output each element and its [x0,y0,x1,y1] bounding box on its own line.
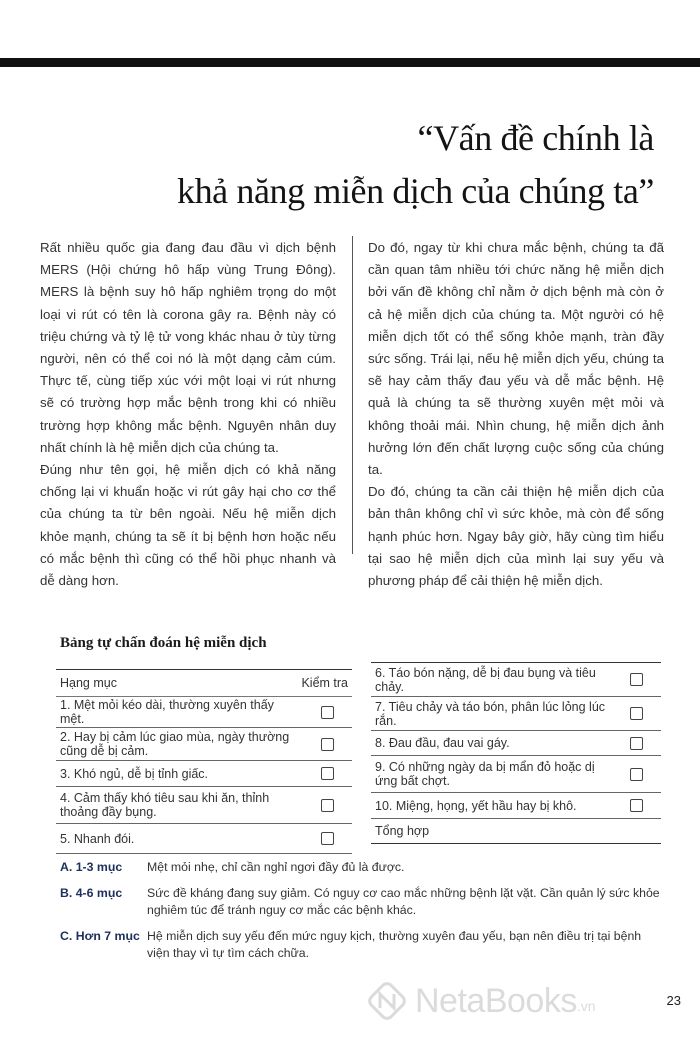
check-box[interactable] [321,738,334,751]
headline [94,112,654,218]
check-box[interactable] [630,737,643,750]
row-label: 1. Mệt mỏi kéo dài, thường xuyên thấy mệt. [60,698,274,726]
total-label: Tổng hợp [375,824,430,838]
checklist-table-right [371,662,661,844]
table-row [56,787,352,824]
legend-desc: Mệt mỏi nhẹ, chỉ cần nghỉ ngơi đầy đủ là được. [147,860,405,874]
row-label: 6. Táo bón nặng, dễ bị đau bụng và tiêu chảy. [375,665,596,694]
paragraph: Do đó, ngay từ khi chưa mắc bệnh, chúng ta đã cần quan tâm nhiều tới chức năng hệ miễn dịch bởi vấn đề không chỉ nằm ở dịch bệnh mà còn ở cả hệ miễn dịch của chúng ta. Một người có hệ miễn dịch tốt có thể sống khỏe mạnh, tràn đầy sức sống. Trái lại, nếu hệ miễn dịch yếu, chúng ta sẽ hay cảm thấy đau yếu và dễ mắc bệnh. Hệ quả là chúng ta sẽ thường xuyên mệt mỏi và không thoải mái. Nhìn chung, hệ miễn dịch ảnh hưởng lớn đến chất lượng cuộc sống của chúng ta. [368,240,664,478]
row-label: 4. Cảm thấy khó tiêu sau khi ăn, thỉnh thoảng đầy bụng. [60,791,270,819]
row-label: 9. Có những ngày da bị mẩn đỏ hoặc dị ứng bất chợt. [375,760,595,788]
column-header-check: Kiểm tra [301,676,348,690]
check-box[interactable] [630,799,643,812]
table-row [56,728,352,761]
table-row [371,731,661,756]
legend-desc: Hệ miễn dịch suy yếu đến mức nguy kịch, thường xuyên đau yếu, bạn nên điều trị tại bệnh viện thay vì tự tìm cách chữa. [147,929,642,960]
table-rule [371,843,661,844]
table-header [56,670,352,696]
score-legend [60,859,660,971]
check-box[interactable] [321,832,334,845]
table-row [371,756,661,793]
column-divider [352,236,353,554]
row-label: 2. Hay bị cảm lúc giao mùa, ngày thường cũng dễ bị cảm. [60,730,290,758]
table-title: Bảng tự chấn đoán hệ miễn dịch [60,635,267,651]
check-box[interactable] [630,768,643,781]
watermark-suffix: .vn [576,998,596,1014]
total-row [371,819,661,843]
check-box[interactable] [321,767,334,780]
row-label: 5. Nhanh đói. [60,831,135,846]
watermark-brand: NetaBooks [415,981,577,1020]
legend-item [60,859,660,876]
top-rule [0,58,700,67]
row-label: 3. Khó ngủ, dễ bị tỉnh giấc. [60,766,209,781]
check-box[interactable] [321,706,334,719]
legend-key: A. 1-3 mục [60,860,123,874]
page-number: 23 [666,993,681,1008]
table-row [371,697,661,731]
table-row [56,697,352,728]
paragraph: Đúng như tên gọi, hệ miễn dịch có khả năng chống lại vi khuẩn hoặc vi rút gây hại cho cơ thể của chúng ta từ bên ngoài. Nếu hệ miễn dịch khỏe mạnh, chúng ta sẽ ít bị bệnh hơn hoặc nếu có mắc bệnh thì cũng có thể hồi phục nhanh và dễ dàng hơn. [40,462,336,589]
legend-key: B. 4-6 mục [60,886,123,900]
legend-key: C. Hơn 7 mục [60,929,140,943]
paragraph: Do đó, chúng ta cần cải thiện hệ miễn dịch của bản thân không chỉ vì sức khỏe, mà còn để sống hạnh phúc hơn. Ngay bây giờ, hãy cùng tìm hiểu tại sao hệ miễn dịch của mình lại suy yếu và phương pháp để cải thiện hệ miễn dịch. [368,484,664,589]
column-header-item: Hạng mục [60,676,117,690]
row-label: 10. Miệng, họng, yết hầu hay bị khô. [375,798,577,813]
table-row [56,824,352,854]
legend-item [60,885,660,919]
table-row [56,761,352,787]
check-box[interactable] [321,799,334,812]
headline-line-1: “Vấn đề chính là [417,118,654,158]
watermark-logo-icon [365,979,409,1023]
table-row [371,663,661,697]
table-row [371,793,661,819]
check-box[interactable] [630,673,643,686]
legend-item [60,928,660,962]
row-label: 7. Tiêu chảy và táo bón, phân lúc lỏng lúc rắn. [375,699,606,728]
headline-line-2: khả năng miễn dịch của chúng ta” [176,171,654,211]
body-column-right [368,237,664,592]
paragraph: Rất nhiều quốc gia đang đau đầu vì dịch bệnh MERS (Hội chứng hô hấp vùng Trung Đông). MERS là bệnh suy hô hấp nghiêm trọng do một loại vi rút có tên là corona gây ra. Bệnh này có triệu chứng và tỷ lệ tử vong khác nhau ở tùy từng người, nên có thể coi nó là một dạng cảm cúm. Thực tế, cùng tiếp xúc với một loại vi rút nhưng sẽ có trường hợp mắc bệnh trong khi có nhiều trường hợp không mắc bệnh. Nguyên nhân duy nhất chính là hệ miễn dịch của chúng ta. [40,240,336,455]
check-box[interactable] [630,707,643,720]
watermark [365,976,685,1026]
row-label: 8. Đau đầu, đau vai gáy. [375,736,510,750]
checklist-table-left [56,669,352,854]
legend-desc: Sức đề kháng đang suy giảm. Có nguy cơ cao mắc những bệnh lặt vặt. Cần quản lý sức khỏe nghiêm túc để tránh nguy cơ mắc các bệnh khác. [147,886,660,917]
body-column-left [40,237,336,592]
